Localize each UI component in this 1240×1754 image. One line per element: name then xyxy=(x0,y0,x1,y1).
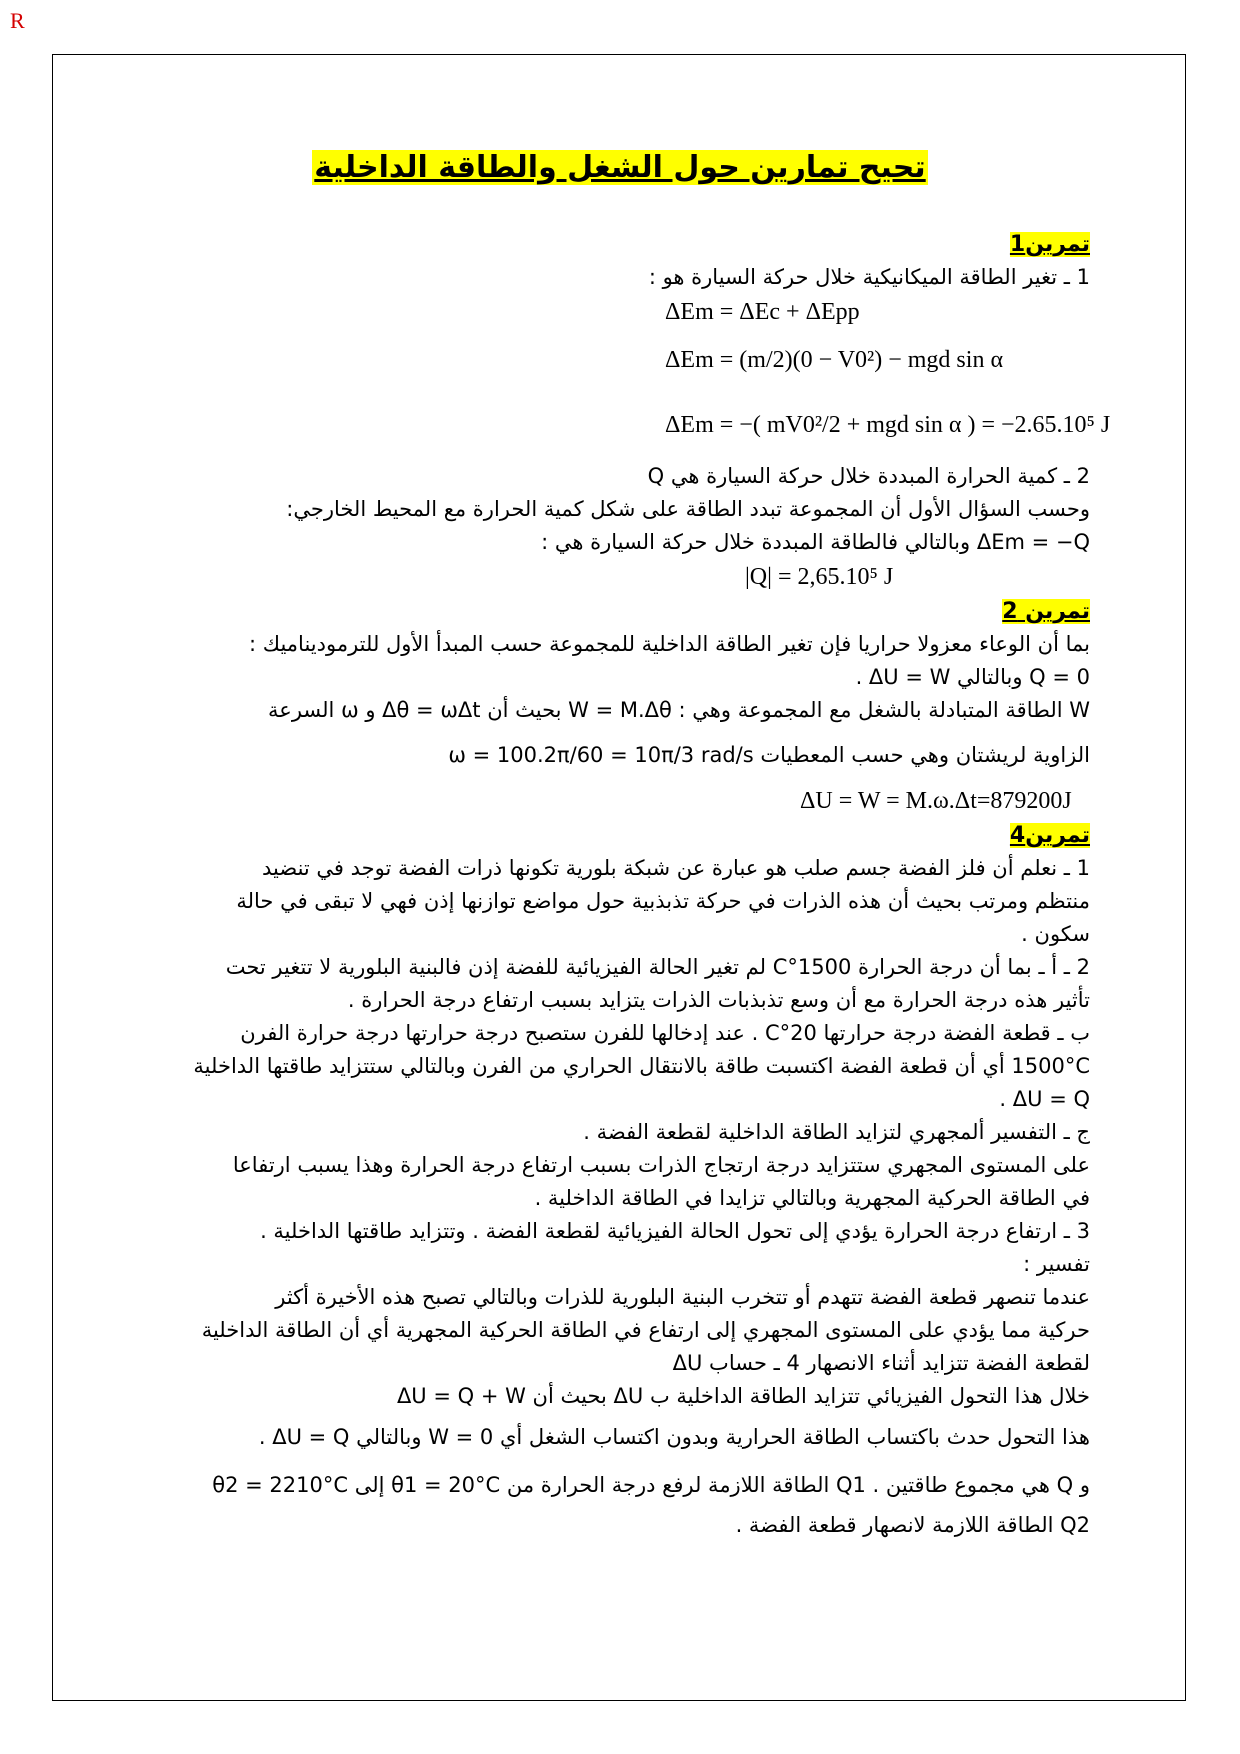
ex4-line-16: لقطعة الفضة تتزايد أثناء الانصهار 4 ـ حساب ΔU xyxy=(672,1351,1090,1375)
ex1-line-1: 1 ـ تغير الطاقة الميكانيكية خلال حركة السيارة هو : xyxy=(648,265,1090,289)
ex1-equation-3: ΔEm = −( mV0²/2 + mgd sin α ) = −2.65.10⁵ J xyxy=(665,412,1111,438)
ex4-line-10: على المستوى المجهري ستتزايد درجة ارتجاج الذرات بسبب ارتفاع درجة الحرارة وهذا يسبب ارتفاعا xyxy=(232,1153,1090,1177)
ex4-line-19: و Q هي مجموع طاقتين . Q1 الطاقة اللازمة لرفع درجة الحرارة من θ1 = 20°C إلى θ2 = 2210°C xyxy=(212,1473,1090,1497)
ex4-line-13: تفسير : xyxy=(1023,1252,1090,1276)
page-title: تحيح تمارين حول الشغل والطاقة الداخلية xyxy=(314,150,926,185)
ex2-line-3: W الطاقة المتبادلة بالشغل مع المجموعة وهي : W = M.Δθ بحيث أن Δθ = ωΔt و ω السرعة xyxy=(268,698,1090,722)
ex1-equation-2: ΔEm = (m/2)(0 − V0²) − mgd sin α xyxy=(665,347,1004,373)
ex4-line-12: 3 ـ ارتفاع درجة الحرارة يؤدي إلى تحول الحالة الفيزيائية لقطعة الفضة . وتتزايد طاقتها الداخلية . xyxy=(260,1219,1090,1243)
ex4-line-2: منتظم ومرتب بحيث أن هذه الذرات في حركة تذبذبية حول مواضع توازنها إذن فهي لا تبقى في حالة xyxy=(236,889,1090,913)
corner-mark: R xyxy=(10,8,25,33)
ex4-line-17: خلال هذا التحول الفيزيائي تتزايد الطاقة الداخلية ب ΔU بحيث أن ΔU = Q + W xyxy=(396,1384,1090,1408)
ex2-equation-1: ΔU = W = M.ω.Δt=879200J xyxy=(800,788,1072,814)
ex2-line-2: Q = 0 وبالتالي ΔU = W . xyxy=(855,665,1090,689)
ex2-line-4: الزاوية لريشتان وهي حسب المعطيات ω = 100.2π/60 = 10π/3 rad/s xyxy=(448,743,1090,767)
ex1-line-3: وحسب السؤال الأول أن المجموعة تبدد الطاقة على شكل كمية الحرارة مع المحيط الخارجي: xyxy=(286,497,1090,521)
document-body xyxy=(150,150,1111,1542)
ex4-line-4: 2 ـ أ ـ بما أن درجة الحرارة 1500°C لم تغير الحالة الفيزيائية للفضة إذن فالبنية البلورية لا تتغير تحت xyxy=(225,955,1090,979)
ex1-equation-1: ΔEm = ΔEc + ΔEpp xyxy=(665,299,860,325)
ex1-line-4: ΔEm = −Q وبالتالي فالطاقة المبددة خلال حركة السيارة هي : xyxy=(541,530,1090,554)
exercise-4-heading: تمرين4 xyxy=(1009,823,1090,848)
exercise-1-heading: تمرين1 xyxy=(1009,232,1090,257)
ex4-line-3: سكون . xyxy=(1021,922,1090,946)
ex4-line-11: في الطاقة الحركية المجهرية وبالتالي تزايدا في الطاقة الداخلية . xyxy=(534,1186,1090,1210)
ex4-line-9: ج ـ التفسير ألمجهري لتزايد الطاقة الداخلية لقطعة الفضة . xyxy=(583,1120,1090,1144)
ex4-line-6: ب ـ قطعة الفضة درجة حرارتها 20°C . عند إدخالها للفرن ستصبح درجة حرارتها درجة حرارة الفرن xyxy=(240,1021,1090,1045)
ex4-line-18: هذا التحول حدث باكتساب الطاقة الحرارية وبدون اكتساب الشغل أي W = 0 وبالتالي ΔU = Q . xyxy=(258,1425,1090,1449)
ex1-line-2: 2 ـ كمية الحرارة المبددة خلال حركة السيارة هي Q xyxy=(647,464,1090,488)
ex4-line-5: تأثير هذه درجة الحرارة مع أن وسع تذبذبات الذرات يتزايد بسبب ارتفاع درجة الحرارة . xyxy=(347,988,1090,1012)
ex4-line-1: 1 ـ نعلم أن فلز الفضة جسم صلب هو عبارة عن شبكة بلورية تكونها ذرات الفضة توجد في تنضيد xyxy=(262,856,1090,880)
ex2-line-1: بما أن الوعاء معزولا حراريا فإن تغير الطاقة الداخلية للمجموعة حسب المبدأ الأول للترموديناميك : xyxy=(249,632,1090,656)
ex4-line-8: ΔU = Q . xyxy=(999,1087,1090,1111)
ex4-line-15: حركية مما يؤدي على المستوى المجهري إلى ارتفاع في الطاقة الحركية المجهرية أي أن الطاقة الداخلية xyxy=(201,1318,1090,1342)
ex1-equation-4: |Q| = 2,65.10⁵ J xyxy=(745,564,894,590)
ex4-line-7: 1500°C أي أن قطعة الفضة اكتسبت طاقة بالانتقال الحراري من الفرن وبالتالي ستتزايد طاقتها الداخلية xyxy=(193,1054,1090,1078)
ex4-line-20: Q2 الطاقة اللازمة لانصهار قطعة الفضة . xyxy=(735,1513,1090,1537)
ex4-line-14: عندما تنصهر قطعة الفضة تتهدم أو تتخرب البنية البلورية للذرات وبالتالي تصبح هذه الأخيرة أكثر xyxy=(275,1285,1090,1309)
exercise-2-heading: تمرين 2 xyxy=(1002,599,1090,624)
